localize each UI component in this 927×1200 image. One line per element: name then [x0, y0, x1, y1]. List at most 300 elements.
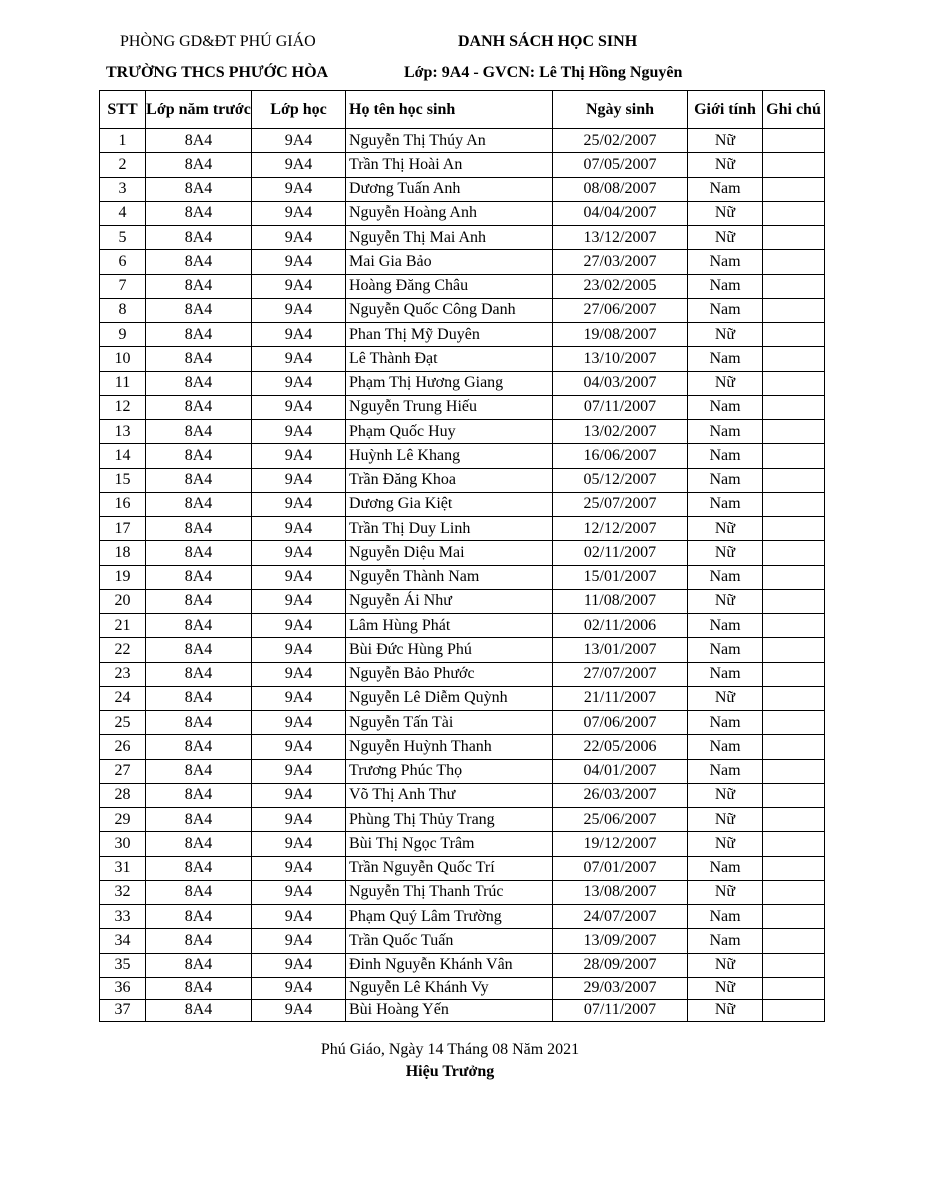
previous-class-cell: 8A4	[146, 468, 252, 492]
student-name-cell: Trần Đăng Khoa	[346, 468, 553, 492]
birth-date-cell: 13/09/2007	[553, 929, 688, 953]
gender-cell: Nam	[688, 444, 763, 468]
class-cell: 9A4	[252, 832, 346, 856]
column-header-gender: Giới tính	[688, 91, 763, 129]
table-row	[100, 999, 825, 1021]
class-cell: 9A4	[252, 153, 346, 177]
table-row	[100, 905, 825, 929]
table-row	[100, 153, 825, 177]
class-cell: 9A4	[252, 808, 346, 832]
class-cell: 9A4	[252, 468, 346, 492]
stt-cell: 24	[100, 686, 146, 710]
notes-cell	[763, 323, 825, 347]
table-row	[100, 638, 825, 662]
class-cell: 9A4	[252, 371, 346, 395]
table-row	[100, 129, 825, 153]
previous-class-cell: 8A4	[146, 808, 252, 832]
gender-cell: Nữ	[688, 880, 763, 904]
notes-cell	[763, 565, 825, 589]
table-row	[100, 808, 825, 832]
gender-cell: Nam	[688, 250, 763, 274]
table-row	[100, 953, 825, 977]
student-name-cell: Nguyễn Ái Như	[346, 589, 553, 613]
previous-class-cell: 8A4	[146, 298, 252, 322]
stt-cell: 30	[100, 832, 146, 856]
table-header-row	[100, 91, 825, 129]
gender-cell: Nam	[688, 929, 763, 953]
stt-cell: 11	[100, 371, 146, 395]
previous-class-cell: 8A4	[146, 323, 252, 347]
notes-cell	[763, 977, 825, 999]
table-row	[100, 614, 825, 638]
birth-date-cell: 08/08/2007	[553, 177, 688, 201]
class-cell: 9A4	[252, 395, 346, 419]
previous-class-cell: 8A4	[146, 371, 252, 395]
notes-cell	[763, 735, 825, 759]
gender-cell: Nữ	[688, 686, 763, 710]
stt-cell: 7	[100, 274, 146, 298]
previous-class-cell: 8A4	[146, 589, 252, 613]
gender-cell: Nữ	[688, 589, 763, 613]
birth-date-cell: 27/03/2007	[553, 250, 688, 274]
table-row	[100, 444, 825, 468]
student-name-cell: Nguyễn Thị Mai Anh	[346, 226, 553, 250]
class-cell: 9A4	[252, 977, 346, 999]
notes-cell	[763, 420, 825, 444]
class-cell: 9A4	[252, 201, 346, 225]
student-name-cell: Trần Thị Duy Linh	[346, 517, 553, 541]
class-cell: 9A4	[252, 274, 346, 298]
birth-date-cell: 25/02/2007	[553, 129, 688, 153]
stt-cell: 21	[100, 614, 146, 638]
table-row	[100, 735, 825, 759]
notes-cell	[763, 274, 825, 298]
stt-cell: 36	[100, 977, 146, 999]
student-name-cell: Phan Thị Mỹ Duyên	[346, 323, 553, 347]
birth-date-cell: 11/08/2007	[553, 589, 688, 613]
table-row	[100, 711, 825, 735]
previous-class-cell: 8A4	[146, 565, 252, 589]
gender-cell: Nam	[688, 274, 763, 298]
gender-cell: Nữ	[688, 977, 763, 999]
birth-date-cell: 07/05/2007	[553, 153, 688, 177]
student-list-table	[99, 90, 825, 1022]
previous-class-cell: 8A4	[146, 226, 252, 250]
stt-cell: 34	[100, 929, 146, 953]
class-cell: 9A4	[252, 517, 346, 541]
birth-date-cell: 02/11/2006	[553, 614, 688, 638]
gender-cell: Nam	[688, 298, 763, 322]
previous-class-cell: 8A4	[146, 250, 252, 274]
table-row	[100, 250, 825, 274]
gender-cell: Nam	[688, 492, 763, 516]
class-cell: 9A4	[252, 735, 346, 759]
birth-date-cell: 04/04/2007	[553, 201, 688, 225]
notes-cell	[763, 250, 825, 274]
gender-cell: Nữ	[688, 832, 763, 856]
previous-class-cell: 8A4	[146, 420, 252, 444]
previous-class-cell: 8A4	[146, 129, 252, 153]
student-name-cell: Lâm Hùng Phát	[346, 614, 553, 638]
previous-class-cell: 8A4	[146, 347, 252, 371]
previous-class-cell: 8A4	[146, 880, 252, 904]
class-cell: 9A4	[252, 420, 346, 444]
previous-class-cell: 8A4	[146, 614, 252, 638]
birth-date-cell: 13/12/2007	[553, 226, 688, 250]
table-body	[100, 129, 825, 1022]
stt-cell: 29	[100, 808, 146, 832]
previous-class-cell: 8A4	[146, 783, 252, 807]
gender-cell: Nữ	[688, 201, 763, 225]
table-row	[100, 759, 825, 783]
student-name-cell: Nguyễn Huỳnh Thanh	[346, 735, 553, 759]
previous-class-cell: 8A4	[146, 735, 252, 759]
student-name-cell: Dương Gia Kiệt	[346, 492, 553, 516]
previous-class-cell: 8A4	[146, 953, 252, 977]
birth-date-cell: 13/02/2007	[553, 420, 688, 444]
stt-cell: 5	[100, 226, 146, 250]
birth-date-cell: 28/09/2007	[553, 953, 688, 977]
stt-cell: 22	[100, 638, 146, 662]
birth-date-cell: 29/03/2007	[553, 977, 688, 999]
birth-date-cell: 19/08/2007	[553, 323, 688, 347]
class-teacher-line: Lớp: 9A4 - GVCN: Lê Thị Hồng Nguyên	[404, 64, 683, 81]
class-cell: 9A4	[252, 347, 346, 371]
class-cell: 9A4	[252, 323, 346, 347]
previous-class-cell: 8A4	[146, 929, 252, 953]
student-name-cell: Phạm Quốc Huy	[346, 420, 553, 444]
birth-date-cell: 25/07/2007	[553, 492, 688, 516]
table-row	[100, 226, 825, 250]
class-cell: 9A4	[252, 129, 346, 153]
gender-cell: Nam	[688, 662, 763, 686]
table-row	[100, 274, 825, 298]
table-row	[100, 541, 825, 565]
gender-cell: Nữ	[688, 541, 763, 565]
notes-cell	[763, 999, 825, 1021]
gender-cell: Nữ	[688, 999, 763, 1021]
stt-cell: 14	[100, 444, 146, 468]
student-name-cell: Võ Thị Anh Thư	[346, 783, 553, 807]
table-row	[100, 347, 825, 371]
student-name-cell: Nguyễn Tấn Tài	[346, 711, 553, 735]
previous-class-cell: 8A4	[146, 905, 252, 929]
notes-cell	[763, 153, 825, 177]
student-name-cell: Trần Quốc Tuấn	[346, 929, 553, 953]
gender-cell: Nam	[688, 735, 763, 759]
birth-date-cell: 02/11/2007	[553, 541, 688, 565]
notes-cell	[763, 905, 825, 929]
gender-cell: Nữ	[688, 226, 763, 250]
student-name-cell: Lê Thành Đạt	[346, 347, 553, 371]
gender-cell: Nam	[688, 614, 763, 638]
previous-class-cell: 8A4	[146, 999, 252, 1021]
previous-class-cell: 8A4	[146, 832, 252, 856]
stt-cell: 13	[100, 420, 146, 444]
notes-cell	[763, 711, 825, 735]
table-row	[100, 832, 825, 856]
birth-date-cell: 13/01/2007	[553, 638, 688, 662]
notes-cell	[763, 201, 825, 225]
birth-date-cell: 13/08/2007	[553, 880, 688, 904]
notes-cell	[763, 395, 825, 419]
notes-cell	[763, 638, 825, 662]
student-name-cell: Phùng Thị Thủy Trang	[346, 808, 553, 832]
class-cell: 9A4	[252, 905, 346, 929]
birth-date-cell: 13/10/2007	[553, 347, 688, 371]
notes-cell	[763, 129, 825, 153]
table-row	[100, 662, 825, 686]
birth-date-cell: 19/12/2007	[553, 832, 688, 856]
student-name-cell: Dương Tuấn Anh	[346, 177, 553, 201]
stt-cell: 23	[100, 662, 146, 686]
student-name-cell: Nguyễn Thành Nam	[346, 565, 553, 589]
table-row	[100, 298, 825, 322]
stt-cell: 8	[100, 298, 146, 322]
previous-class-cell: 8A4	[146, 274, 252, 298]
table-row	[100, 880, 825, 904]
stt-cell: 17	[100, 517, 146, 541]
stt-cell: 1	[100, 129, 146, 153]
student-name-cell: Nguyễn Quốc Công Danh	[346, 298, 553, 322]
gender-cell: Nữ	[688, 129, 763, 153]
student-name-cell: Bùi Thị Ngọc Trâm	[346, 832, 553, 856]
notes-cell	[763, 880, 825, 904]
document-title: DANH SÁCH HỌC SINH	[458, 33, 638, 50]
column-header-student-name: Họ tên học sinh	[346, 91, 553, 129]
class-cell: 9A4	[252, 880, 346, 904]
stt-cell: 28	[100, 783, 146, 807]
table-row	[100, 177, 825, 201]
stt-cell: 2	[100, 153, 146, 177]
previous-class-cell: 8A4	[146, 177, 252, 201]
notes-cell	[763, 517, 825, 541]
notes-cell	[763, 783, 825, 807]
signer-title: Hiệu Trưởng	[405, 1063, 495, 1080]
birth-date-cell: 04/03/2007	[553, 371, 688, 395]
class-cell: 9A4	[252, 856, 346, 880]
previous-class-cell: 8A4	[146, 977, 252, 999]
notes-cell	[763, 686, 825, 710]
birth-date-cell: 26/03/2007	[553, 783, 688, 807]
student-name-cell: Hoàng Đăng Châu	[346, 274, 553, 298]
student-name-cell: Nguyễn Lê Diễm Quỳnh	[346, 686, 553, 710]
class-cell: 9A4	[252, 614, 346, 638]
student-name-cell: Trần Nguyễn Quốc Trí	[346, 856, 553, 880]
stt-cell: 37	[100, 999, 146, 1021]
class-cell: 9A4	[252, 250, 346, 274]
class-cell: 9A4	[252, 929, 346, 953]
class-cell: 9A4	[252, 492, 346, 516]
notes-cell	[763, 492, 825, 516]
student-name-cell: Bùi Đức Hùng Phú	[346, 638, 553, 662]
student-name-cell: Nguyễn Hoàng Anh	[346, 201, 553, 225]
class-cell: 9A4	[252, 638, 346, 662]
column-header-birth-date: Ngày sinh	[553, 91, 688, 129]
stt-cell: 3	[100, 177, 146, 201]
table-row	[100, 517, 825, 541]
gender-cell: Nam	[688, 711, 763, 735]
class-cell: 9A4	[252, 444, 346, 468]
birth-date-cell: 07/01/2007	[553, 856, 688, 880]
previous-class-cell: 8A4	[146, 201, 252, 225]
birth-date-cell: 22/05/2006	[553, 735, 688, 759]
birth-date-cell: 16/06/2007	[553, 444, 688, 468]
student-name-cell: Nguyễn Lê Khánh Vy	[346, 977, 553, 999]
gender-cell: Nam	[688, 468, 763, 492]
birth-date-cell: 05/12/2007	[553, 468, 688, 492]
previous-class-cell: 8A4	[146, 492, 252, 516]
school-name: TRƯỜNG THCS PHƯỚC HÒA	[106, 64, 329, 81]
class-cell: 9A4	[252, 541, 346, 565]
stt-cell: 4	[100, 201, 146, 225]
stt-cell: 32	[100, 880, 146, 904]
stt-cell: 33	[100, 905, 146, 929]
gender-cell: Nữ	[688, 153, 763, 177]
previous-class-cell: 8A4	[146, 711, 252, 735]
notes-cell	[763, 856, 825, 880]
previous-class-cell: 8A4	[146, 444, 252, 468]
class-cell: 9A4	[252, 953, 346, 977]
student-name-cell: Huỳnh Lê Khang	[346, 444, 553, 468]
stt-cell: 12	[100, 395, 146, 419]
gender-cell: Nam	[688, 905, 763, 929]
class-cell: 9A4	[252, 226, 346, 250]
table-row	[100, 977, 825, 999]
stt-cell: 9	[100, 323, 146, 347]
notes-cell	[763, 589, 825, 613]
birth-date-cell: 04/01/2007	[553, 759, 688, 783]
notes-cell	[763, 759, 825, 783]
previous-class-cell: 8A4	[146, 662, 252, 686]
class-cell: 9A4	[252, 711, 346, 735]
gender-cell: Nữ	[688, 517, 763, 541]
table-row	[100, 371, 825, 395]
birth-date-cell: 21/11/2007	[553, 686, 688, 710]
gender-cell: Nam	[688, 177, 763, 201]
class-cell: 9A4	[252, 177, 346, 201]
stt-cell: 16	[100, 492, 146, 516]
student-name-cell: Bùi Hoàng Yến	[346, 999, 553, 1021]
table-row	[100, 686, 825, 710]
table-row	[100, 468, 825, 492]
notes-cell	[763, 614, 825, 638]
stt-cell: 27	[100, 759, 146, 783]
birth-date-cell: 25/06/2007	[553, 808, 688, 832]
notes-cell	[763, 808, 825, 832]
column-header-previous-class: Lớp năm trước	[146, 91, 252, 129]
gender-cell: Nam	[688, 347, 763, 371]
column-header-notes: Ghi chú	[763, 91, 825, 129]
class-cell: 9A4	[252, 589, 346, 613]
stt-cell: 19	[100, 565, 146, 589]
column-header-class: Lớp học	[252, 91, 346, 129]
notes-cell	[763, 832, 825, 856]
gender-cell: Nam	[688, 420, 763, 444]
notes-cell	[763, 541, 825, 565]
class-cell: 9A4	[252, 759, 346, 783]
gender-cell: Nam	[688, 565, 763, 589]
stt-cell: 20	[100, 589, 146, 613]
notes-cell	[763, 662, 825, 686]
student-name-cell: Phạm Thị Hương Giang	[346, 371, 553, 395]
class-cell: 9A4	[252, 298, 346, 322]
gender-cell: Nam	[688, 395, 763, 419]
table-row	[100, 783, 825, 807]
class-cell: 9A4	[252, 999, 346, 1021]
student-name-cell: Nguyễn Thị Thúy An	[346, 129, 553, 153]
class-cell: 9A4	[252, 565, 346, 589]
previous-class-cell: 8A4	[146, 395, 252, 419]
stt-cell: 31	[100, 856, 146, 880]
student-name-cell: Trần Thị Hoài An	[346, 153, 553, 177]
student-name-cell: Nguyễn Trung Hiếu	[346, 395, 553, 419]
notes-cell	[763, 953, 825, 977]
student-name-cell: Trương Phúc Thọ	[346, 759, 553, 783]
birth-date-cell: 15/01/2007	[553, 565, 688, 589]
birth-date-cell: 07/11/2007	[553, 395, 688, 419]
notes-cell	[763, 371, 825, 395]
stt-cell: 10	[100, 347, 146, 371]
class-cell: 9A4	[252, 662, 346, 686]
stt-cell: 15	[100, 468, 146, 492]
stt-cell: 6	[100, 250, 146, 274]
gender-cell: Nữ	[688, 808, 763, 832]
birth-date-cell: 07/06/2007	[553, 711, 688, 735]
notes-cell	[763, 468, 825, 492]
table-row	[100, 565, 825, 589]
previous-class-cell: 8A4	[146, 856, 252, 880]
table-row	[100, 856, 825, 880]
stt-cell: 25	[100, 711, 146, 735]
student-name-cell: Mai Gia Bảo	[346, 250, 553, 274]
table-row	[100, 395, 825, 419]
class-cell: 9A4	[252, 783, 346, 807]
gender-cell: Nam	[688, 856, 763, 880]
department-name: PHÒNG GD&ĐT PHÚ GIÁO	[120, 33, 316, 50]
previous-class-cell: 8A4	[146, 686, 252, 710]
student-name-cell: Đinh Nguyễn Khánh Vân	[346, 953, 553, 977]
stt-cell: 35	[100, 953, 146, 977]
birth-date-cell: 27/07/2007	[553, 662, 688, 686]
gender-cell: Nam	[688, 759, 763, 783]
student-name-cell: Nguyễn Bảo Phước	[346, 662, 553, 686]
class-cell: 9A4	[252, 686, 346, 710]
table-row	[100, 929, 825, 953]
previous-class-cell: 8A4	[146, 759, 252, 783]
table-row	[100, 589, 825, 613]
birth-date-cell: 23/02/2005	[553, 274, 688, 298]
student-name-cell: Nguyễn Diệu Mai	[346, 541, 553, 565]
stt-cell: 18	[100, 541, 146, 565]
gender-cell: Nữ	[688, 953, 763, 977]
notes-cell	[763, 347, 825, 371]
birth-date-cell: 24/07/2007	[553, 905, 688, 929]
place-and-date: Phú Giáo, Ngày 14 Tháng 08 Năm 2021	[320, 1041, 580, 1058]
birth-date-cell: 07/11/2007	[553, 999, 688, 1021]
notes-cell	[763, 226, 825, 250]
previous-class-cell: 8A4	[146, 638, 252, 662]
table-row	[100, 420, 825, 444]
birth-date-cell: 12/12/2007	[553, 517, 688, 541]
previous-class-cell: 8A4	[146, 153, 252, 177]
gender-cell: Nữ	[688, 323, 763, 347]
stt-cell: 26	[100, 735, 146, 759]
notes-cell	[763, 177, 825, 201]
gender-cell: Nữ	[688, 783, 763, 807]
student-name-cell: Phạm Quý Lâm Trường	[346, 905, 553, 929]
gender-cell: Nam	[688, 638, 763, 662]
